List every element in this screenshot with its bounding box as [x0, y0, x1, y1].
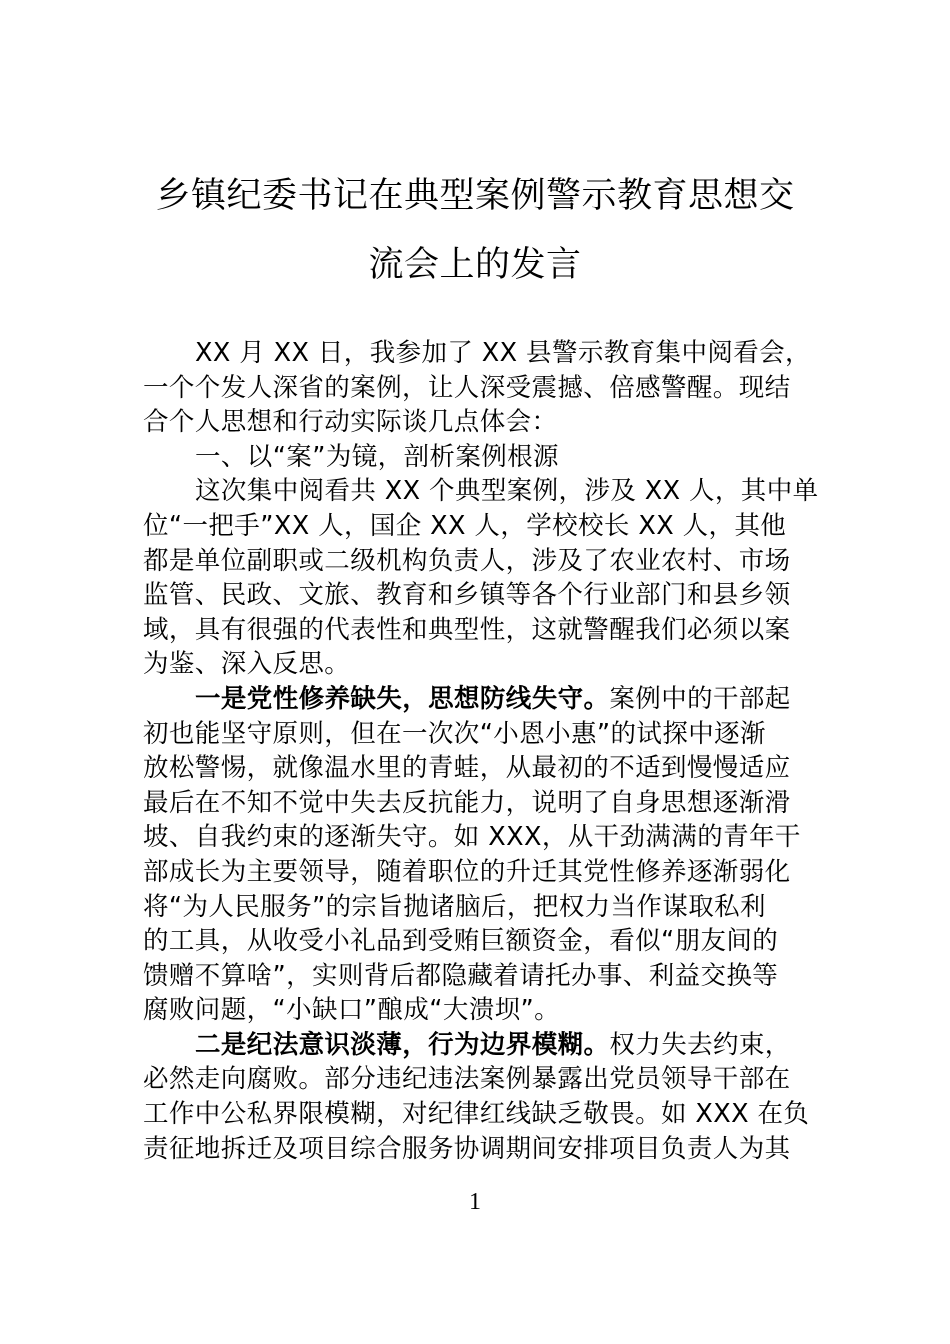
text-line: 监管、民政、文旅、教育和乡镇等各个行业部门和县乡领	[143, 580, 791, 611]
text-line: 位“一把手”XX 人，国企 XX 人，学校校长 XX 人，其他	[143, 510, 787, 541]
text-line: XX 月 XX 日，我参加了 XX 县警示教育集中阅看会，	[195, 338, 811, 368]
text-line: 部成长为主要领导，随着职位的升迁其党性修养逐渐弱化	[143, 856, 791, 887]
text-line: 责征地拆迁及项目综合服务协调期间安排项目负责人为其	[143, 1133, 791, 1164]
text-line: 馈赠不算啥”，实则背后都隐藏着请托办事、利益交换等	[143, 960, 779, 991]
paragraph-point-1	[143, 682, 813, 1028]
text-line: 腐败问题，“小缺口”酿成“大溃坝”。	[143, 995, 561, 1026]
paragraph-intro	[143, 336, 813, 440]
text-line: 合个人思想和行动实际谈几点体会：	[143, 407, 558, 438]
document-title-line-1: 乡镇纪委书记在典型案例警示教育思想交	[155, 176, 795, 216]
text-line: 工作中公私界限模糊，对纪律红线缺乏敬畏。如 XXX 在负	[143, 1099, 810, 1130]
text-run: 权力失去约束，	[609, 1029, 791, 1060]
text-line: 为鉴、深入反思。	[143, 649, 351, 680]
text-line: 最后在不知不觉中失去反抗能力，说明了自身思想逐渐滑	[143, 787, 791, 818]
paragraph-point-2	[143, 1028, 813, 1166]
document-body	[143, 336, 819, 1166]
document-title-line-2: 流会上的发言	[368, 245, 582, 285]
text-line: 坡、自我约束的逐渐失守。如 XXX，从干劲满满的青年干	[143, 822, 801, 853]
text-line: 域，具有很强的代表性和典型性，这就警醒我们必须以案	[143, 614, 791, 645]
text-line: 将“为人民服务”的宗旨抛诸脑后，把权力当作谋取私利	[143, 891, 766, 922]
text-line: 放松警惕，就像温水里的青蛙，从最初的不适到慢慢适应	[143, 753, 791, 784]
page-number: 1	[469, 1189, 481, 1215]
text-line	[143, 1028, 813, 1063]
bold-lead: 二是纪法意识淡薄，行为边界模糊。	[195, 1029, 610, 1060]
text-line	[143, 682, 813, 717]
text-run: 案例中的干部起	[609, 683, 791, 714]
text-line: 的工具，从收受小礼品到受贿巨额资金，看似“朋友间的	[143, 926, 779, 957]
text-line: 一个个发人深省的案例，让人深受震撼、倍感警醒。现结	[143, 372, 791, 403]
section-heading-1	[143, 440, 813, 475]
text-line: 这次集中阅看共 XX 个典型案例，涉及 XX 人，其中单	[195, 476, 819, 507]
text-line: 初也能坚守原则，但在一次次“小恩小惠”的试探中逐渐	[143, 718, 766, 749]
text-line: 都是单位副职或二级机构负责人，涉及了农业农村、市场	[143, 545, 791, 576]
text-line: 必然走向腐败。部分违纪违法案例暴露出党员领导干部在	[143, 1064, 791, 1095]
bold-lead: 一是党性修养缺失，思想防线失守。	[195, 683, 610, 714]
paragraph-cases-overview	[143, 474, 819, 682]
heading-text: 一、以“案”为镜，剖析案例根源	[195, 441, 559, 472]
